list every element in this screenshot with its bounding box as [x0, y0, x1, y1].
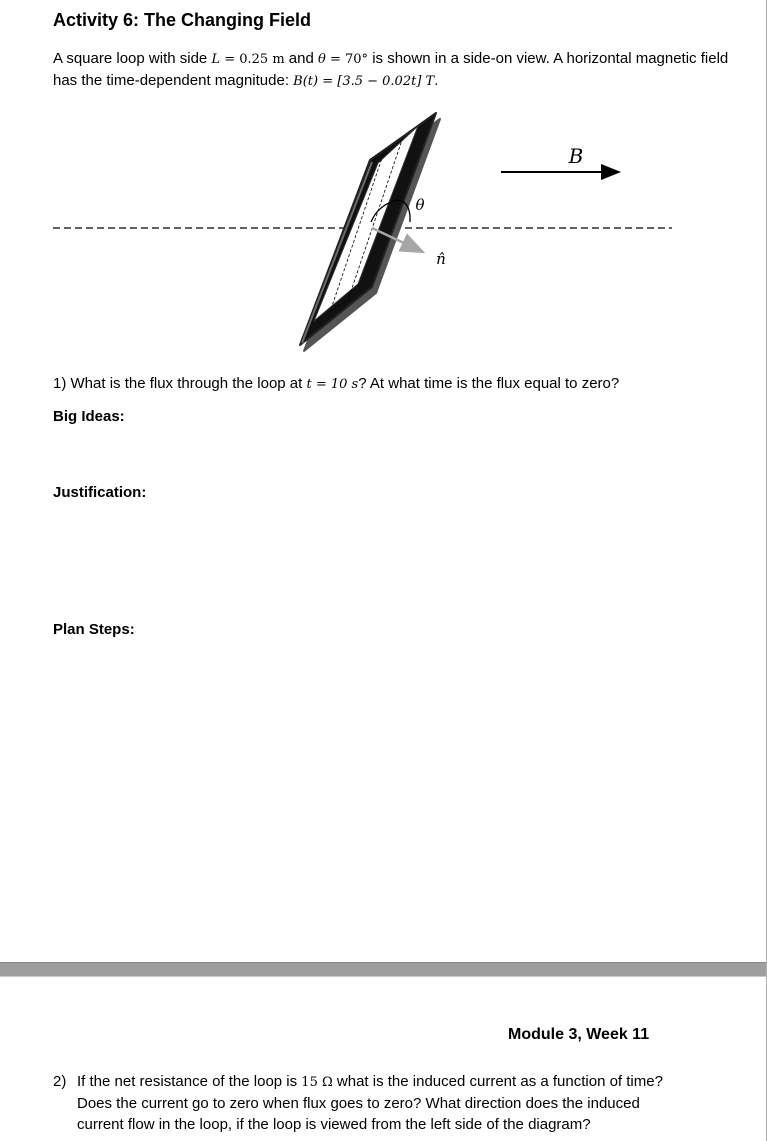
- side-length-value: = 0.25 m: [220, 52, 285, 67]
- intro-text-1: A square loop with side: [53, 50, 212, 67]
- angle-symbol: θ: [318, 52, 326, 67]
- question-2: [53, 1071, 683, 1135]
- question-2-text-1: If the net resistance of the loop is: [77, 1073, 302, 1090]
- field-expression: B(t) = [3.5 − 0.02t] T: [293, 74, 435, 89]
- angle-value: = 70°: [325, 52, 369, 67]
- question-2-text-2: what is the induced current as a function of time? Does the current go to zero when flux goes to zero? What direction does the induced current flow in the loop, if the loop is viewed from the left side of the diagram?: [77, 1073, 663, 1133]
- normal-label: n̂: [436, 250, 446, 268]
- side-length-symbol: L: [211, 52, 221, 67]
- question-1-text-2: ? At what time is the flux equal to zero?: [358, 375, 620, 392]
- plan-steps-label: Plan Steps:: [53, 621, 135, 638]
- theta-label: θ: [415, 196, 425, 214]
- question-1: [53, 373, 619, 395]
- intro-text-2: and: [284, 50, 319, 67]
- big-ideas-label: Big Ideas:: [53, 408, 125, 425]
- module-header: Module 3, Week 11: [508, 1026, 650, 1043]
- intro-text-3: is shown in a side-on view. A horizontal magnetic field has the time-dependent magnitude:: [53, 50, 729, 89]
- question-1-text-1: What is the flux through the loop at: [70, 375, 307, 392]
- square-loop: [300, 113, 440, 351]
- activity-title: Activity 6: The Changing Field: [53, 10, 312, 30]
- justification-label: Justification:: [53, 484, 147, 501]
- question-1-number: 1): [53, 375, 67, 392]
- question-2-resistance: 15 Ω: [301, 1075, 333, 1090]
- page-break: [0, 962, 767, 977]
- question-2-number: 2): [53, 1073, 67, 1090]
- field-label: B: [568, 144, 584, 168]
- loop-diagram: [40, 100, 680, 362]
- intro-text-4: .: [434, 72, 439, 89]
- problem-statement: [53, 48, 733, 92]
- question-1-time: t = 10 s: [306, 377, 359, 392]
